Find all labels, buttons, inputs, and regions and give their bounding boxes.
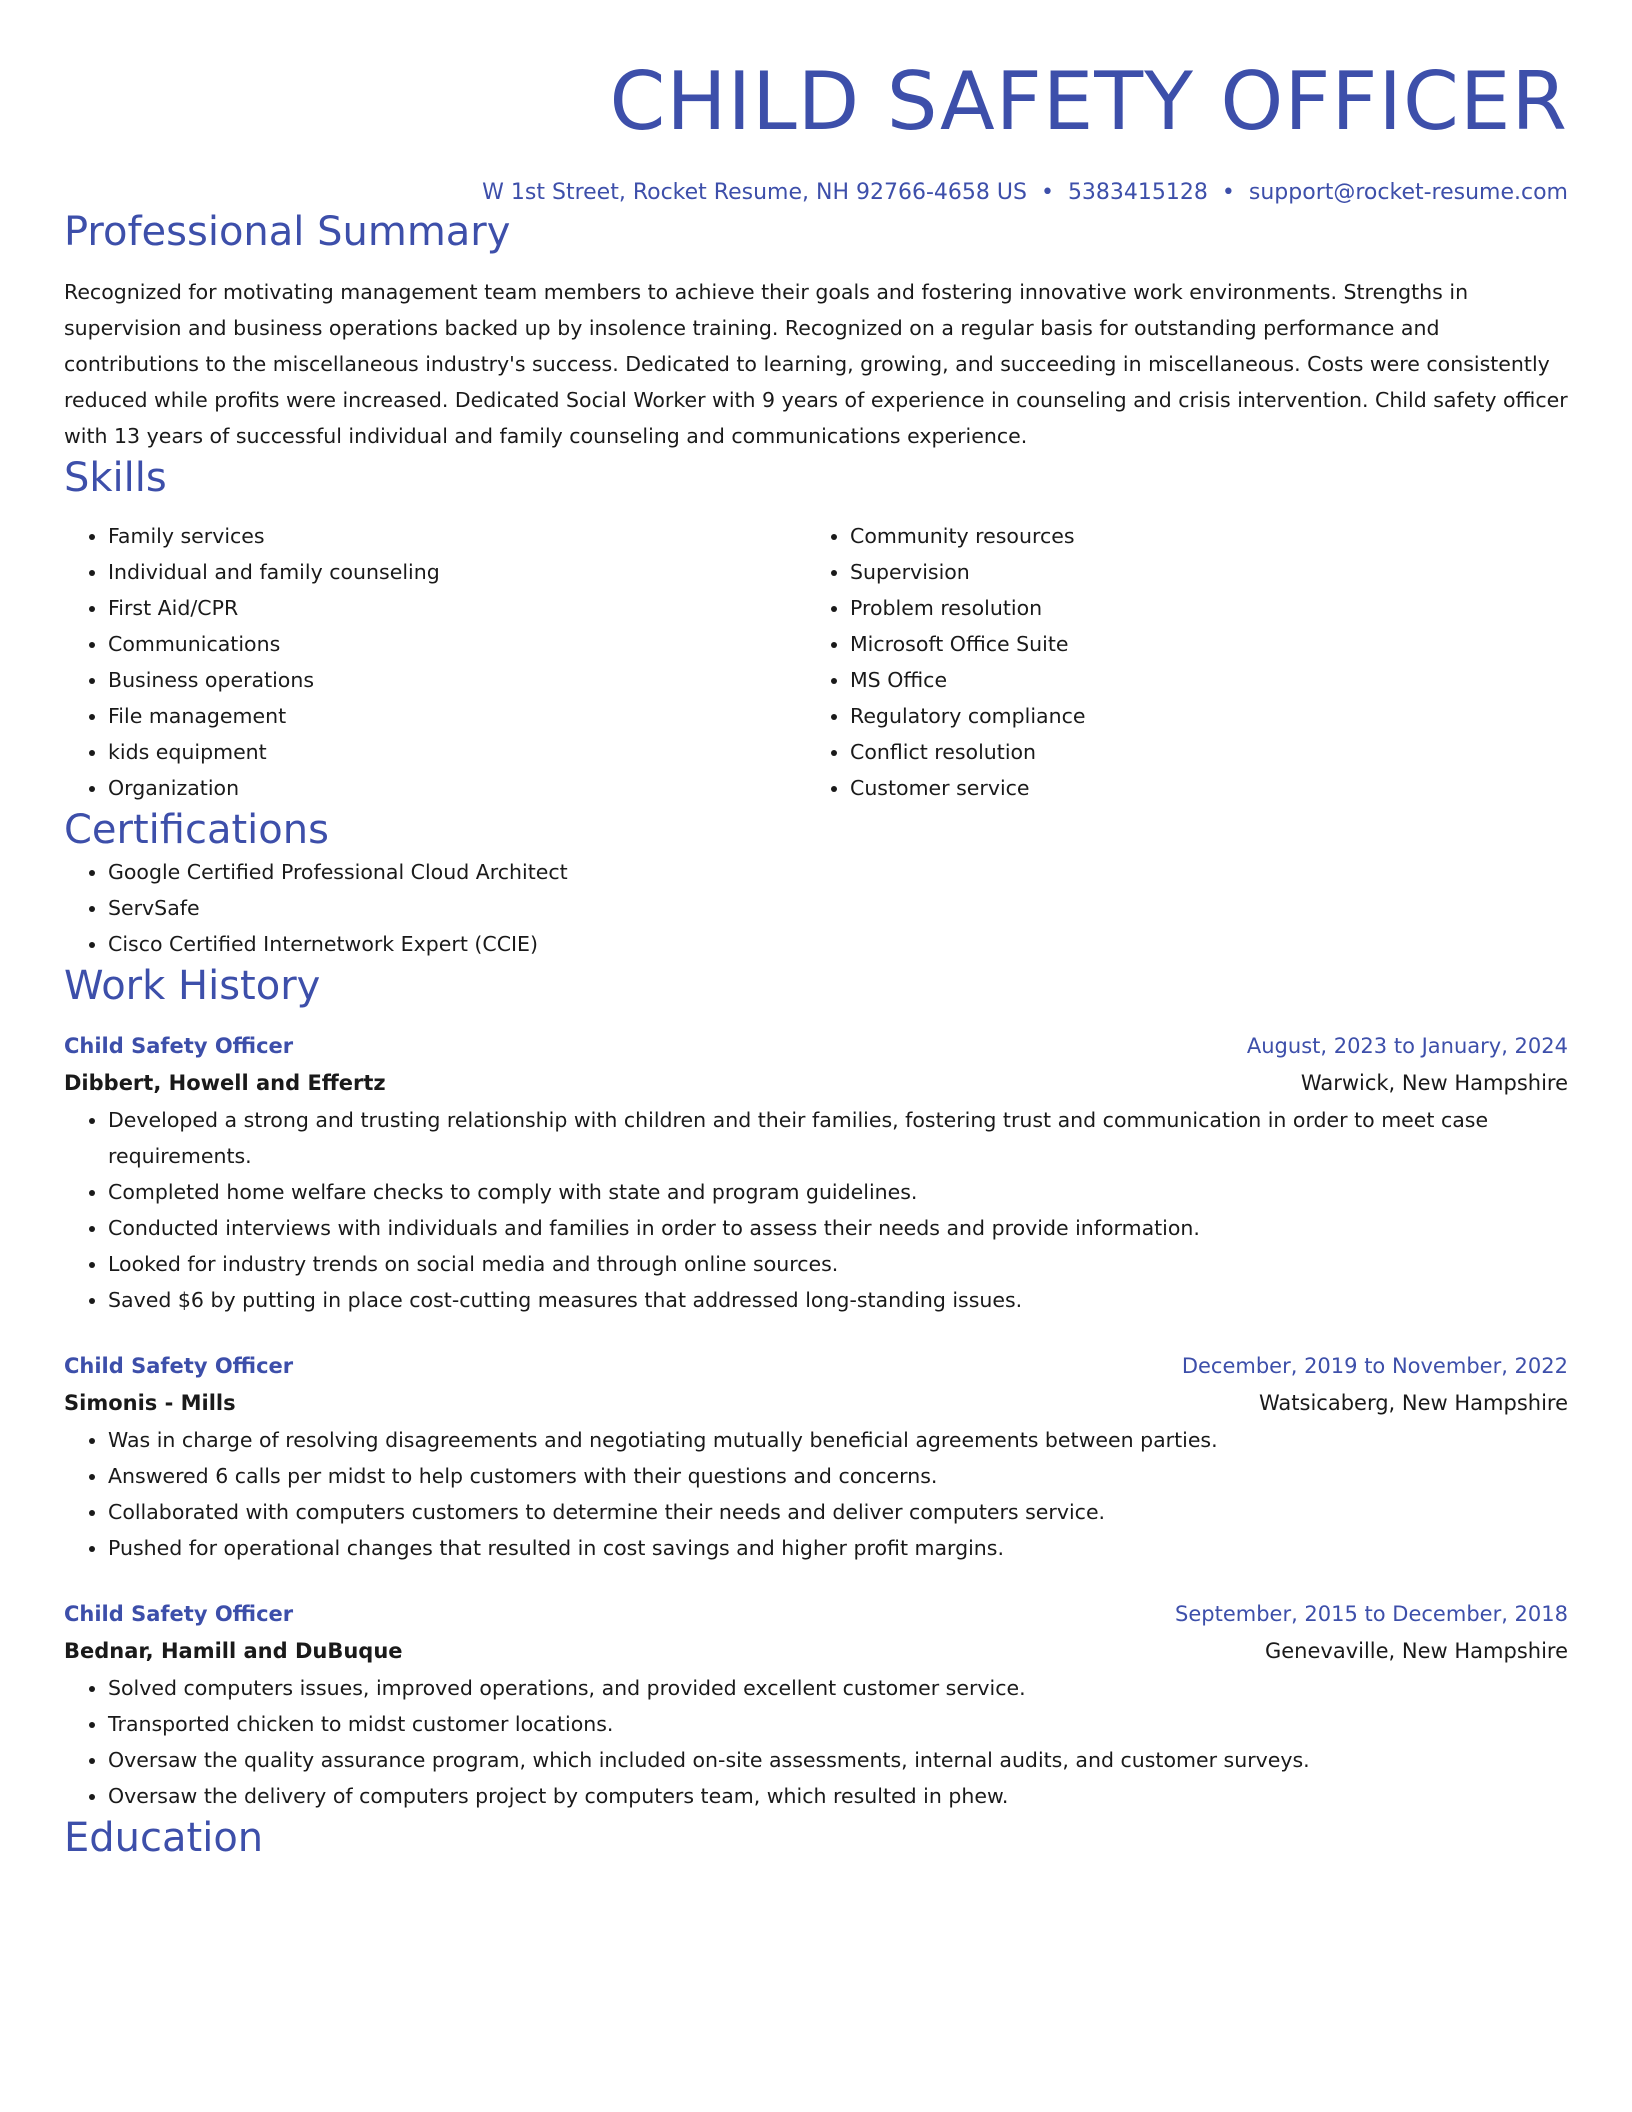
skills-heading: Skills: [64, 455, 167, 501]
skill-item: • Communications: [108, 626, 806, 662]
job-dates: September, 2015 to December, 2018: [1175, 1602, 1568, 1626]
skill-item: • Problem resolution: [850, 590, 1548, 626]
job-location: Watsicaberg, New Hampshire: [1258, 1391, 1568, 1415]
skills-list-right: [806, 518, 1548, 806]
skill-item: • File management: [108, 698, 806, 734]
skills-columns: [64, 518, 1568, 806]
skill-item: • Community resources: [850, 518, 1548, 554]
job-title: Child Safety Officer: [64, 1034, 294, 1058]
job-duty: • Conducted interviews with individuals and families in order to assess their needs and provide information.: [108, 1210, 1568, 1246]
job-duty: • Pushed for operational changes that resulted in cost savings and higher profit margins.: [108, 1530, 1568, 1566]
job-duties-list: [64, 1102, 1568, 1318]
job-dates: August, 2023 to January, 2024: [1246, 1034, 1568, 1058]
job-duty: • Solved computers issues, improved operations, and provided excellent customer service.: [108, 1670, 1568, 1706]
certification-item: • Cisco Certified Internetwork Expert (CCIE): [108, 926, 1568, 962]
skills-column-right: [806, 518, 1548, 806]
skill-item: • Organization: [108, 770, 806, 806]
job-employer-row: [64, 1632, 1568, 1670]
job-entry: [64, 1028, 1568, 1318]
skill-item: • Business operations: [108, 662, 806, 698]
job-duties-list: [64, 1422, 1568, 1566]
job-employer-row: [64, 1384, 1568, 1422]
job-duty: • Developed a strong and trusting relationship with children and their families, fostering trust and communication in order to meet case requirements.: [108, 1102, 1568, 1174]
skill-item: • Microsoft Office Suite: [850, 626, 1548, 662]
job-dates: December, 2019 to November, 2022: [1181, 1354, 1568, 1378]
job-header-row: [64, 1028, 1568, 1064]
skill-item: • Customer service: [850, 770, 1548, 806]
skills-column-left: [64, 518, 806, 806]
certifications-list: [64, 854, 1568, 962]
job-duty: • Oversaw the delivery of computers project by computers team, which resulted in phew.: [108, 1778, 1568, 1814]
skills-list-left: [64, 518, 806, 806]
summary-text: Recognized for motivating management team members to achieve their goals and fostering innovative work environments. Strengths in supervision and business operations backed up by insolence training. Recognized on a regular basis for outstanding performance and contributions to the miscellaneous industry's success. Dedicated to learning, growing, and succeeding in miscellaneous. Costs were consistently reduced while profits were increased. Dedicated Social Worker with 9 years of experience in counseling and crisis intervention. Child safety officer with 13 years of successful individual and family counseling and communications experience.: [64, 280, 1568, 448]
resume-name: CHILD SAFETY OFFICER: [609, 55, 1568, 148]
certifications-heading: Certifications: [64, 807, 329, 853]
job-duty: • Completed home welfare checks to comply with state and program guidelines.: [108, 1174, 1568, 1210]
summary-heading: Professional Summary: [64, 209, 511, 255]
job-location: Warwick, New Hampshire: [1300, 1071, 1568, 1095]
certification-item: • Google Certified Professional Cloud Architect: [108, 854, 1568, 890]
contact-address: W 1st Street, Rocket Resume, NH 92766-4658 US: [482, 180, 1027, 205]
contact-separator: •: [1221, 180, 1235, 205]
job-title: Child Safety Officer: [64, 1354, 294, 1378]
skill-item: • MS Office: [850, 662, 1548, 698]
job-duty: • Was in charge of resolving disagreements and negotiating mutually beneficial agreements between parties.: [108, 1422, 1568, 1458]
contact-phone: 5383415128: [1067, 180, 1208, 205]
job-duty: • Oversaw the quality assurance program, which included on-site assessments, internal audits, and customer surveys.: [108, 1742, 1568, 1778]
skill-item: • Family services: [108, 518, 806, 554]
job-location: Genevaville, New Hampshire: [1264, 1639, 1568, 1663]
work-history-heading: Work History: [64, 963, 321, 1009]
contact-line: [64, 178, 1568, 208]
job-employer-row: [64, 1064, 1568, 1102]
skill-item: • First Aid/CPR: [108, 590, 806, 626]
skill-item: • Individual and family counseling: [108, 554, 806, 590]
skill-item: • Supervision: [850, 554, 1548, 590]
skill-item: • Regulatory compliance: [850, 698, 1548, 734]
certification-item: • ServSafe: [108, 890, 1568, 926]
job-company: Bednar, Hamill and DuBuque: [64, 1639, 403, 1663]
resume-page: [64, 0, 1568, 1862]
job-entry: [64, 1596, 1568, 1814]
job-company: Simonis - Mills: [64, 1391, 236, 1415]
job-header-row: [64, 1348, 1568, 1384]
skill-item: • kids equipment: [108, 734, 806, 770]
job-title: Child Safety Officer: [64, 1602, 294, 1626]
job-duty: • Collaborated with computers customers to determine their needs and deliver computers service.: [108, 1494, 1568, 1530]
job-duties-list: [64, 1670, 1568, 1814]
job-duty: • Transported chicken to midst customer locations.: [108, 1706, 1568, 1742]
job-company: Dibbert, Howell and Effertz: [64, 1071, 386, 1095]
education-heading: Education: [64, 1815, 264, 1861]
job-duty: • Answered 6 calls per midst to help customers with their questions and concerns.: [108, 1458, 1568, 1494]
job-duty: • Looked for industry trends on social media and through online sources.: [108, 1246, 1568, 1282]
job-entry: [64, 1348, 1568, 1566]
contact-email: support@rocket-resume.com: [1248, 180, 1568, 205]
job-header-row: [64, 1596, 1568, 1632]
contact-separator: •: [1040, 180, 1054, 205]
skill-item: • Conflict resolution: [850, 734, 1548, 770]
job-duty: • Saved $6 by putting in place cost-cutting measures that addressed long-standing issues.: [108, 1282, 1568, 1318]
